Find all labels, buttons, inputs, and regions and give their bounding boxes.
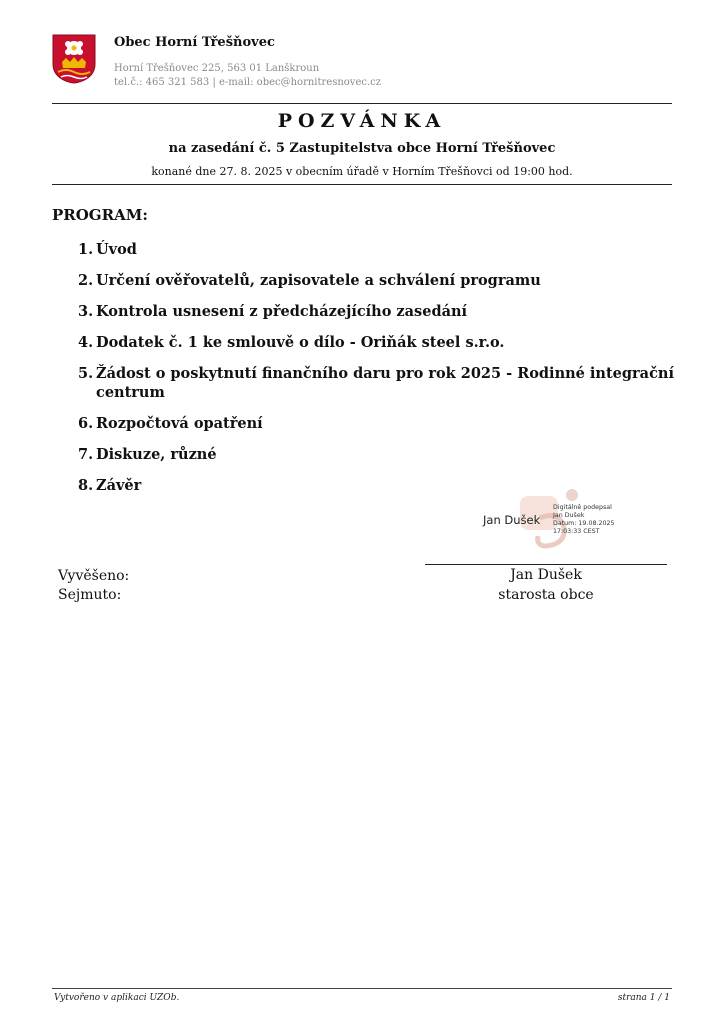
item-text: Diskuze, různé — [96, 446, 217, 463]
item-text: Žádost o poskytnutí finančního daru pro rok 2025 - Rodinné integrační centrum — [96, 365, 674, 401]
digital-signature-name: Jan Dušek — [483, 513, 541, 527]
meeting-subtitle: na zasedání č. 5 Zastupitelstva obce Horní Třešňovec — [168, 141, 556, 156]
organization-contact: tel.č.: 465 321 583 | e-mail: obec@hornitresnovec.cz — [114, 77, 382, 88]
footer-created-by: Vytvořeno v aplikaci UZOb. — [54, 993, 180, 1003]
program-item — [78, 271, 678, 290]
item-text: Rozpočtová opatření — [96, 415, 263, 432]
signature-detail-line: Digitálně podepsal — [553, 504, 612, 511]
item-text: Úvod — [96, 241, 137, 258]
program-item — [78, 476, 678, 495]
organization-address: Horní Třešňovec 225, 563 01 Lanškroun — [114, 63, 320, 74]
signer-role: starosta obce — [498, 587, 594, 603]
removed-label: Sejmuto: — [58, 587, 122, 603]
item-number: 6. — [78, 415, 94, 432]
program-item — [78, 333, 678, 352]
title-divider — [52, 184, 672, 185]
program-item — [78, 240, 678, 259]
item-text: Dodatek č. 1 ke smlouvě o dílo - Oriňák steel s.r.o. — [96, 334, 505, 351]
organization-name: Obec Horní Třešňovec — [114, 35, 275, 50]
item-number: 8. — [78, 477, 94, 494]
program-item — [78, 414, 678, 433]
item-number: 3. — [78, 303, 94, 320]
header-divider — [52, 103, 672, 104]
program-item — [78, 445, 678, 464]
item-number: 5. — [78, 365, 94, 382]
footer-divider — [52, 988, 672, 989]
item-number: 2. — [78, 272, 94, 289]
footer-page-number: strana 1 / 1 — [617, 993, 670, 1003]
meeting-details: konané dne 27. 8. 2025 v obecním úřadě v Horním Třešňovci od 19:00 hod. — [151, 165, 573, 178]
item-text: Určení ověřovatelů, zapisovatele a schválení programu — [96, 272, 541, 289]
posted-label: Vyvěšeno: — [58, 568, 130, 584]
signature-detail-line: Datum: 19.08.2025 — [553, 520, 615, 527]
document-title: POZVÁNKA — [277, 110, 447, 132]
item-text: Kontrola usnesení z předcházejícího zasedání — [96, 303, 468, 320]
program-heading: PROGRAM: — [52, 206, 148, 224]
signature-line — [425, 564, 667, 565]
signer-name: Jan Dušek — [510, 567, 582, 583]
item-number: 1. — [78, 241, 94, 258]
item-number: 7. — [78, 446, 94, 463]
signature-detail-line: Jan Dušek — [553, 512, 585, 519]
coat-of-arms-icon — [52, 34, 96, 84]
item-number: 4. — [78, 334, 94, 351]
program-list — [78, 240, 678, 507]
item-text: Závěr — [96, 477, 142, 494]
signature-detail-line: 17:03:33 CEST — [553, 528, 600, 535]
program-item — [78, 302, 678, 321]
program-item — [78, 364, 678, 402]
digital-signature-details — [553, 504, 614, 536]
